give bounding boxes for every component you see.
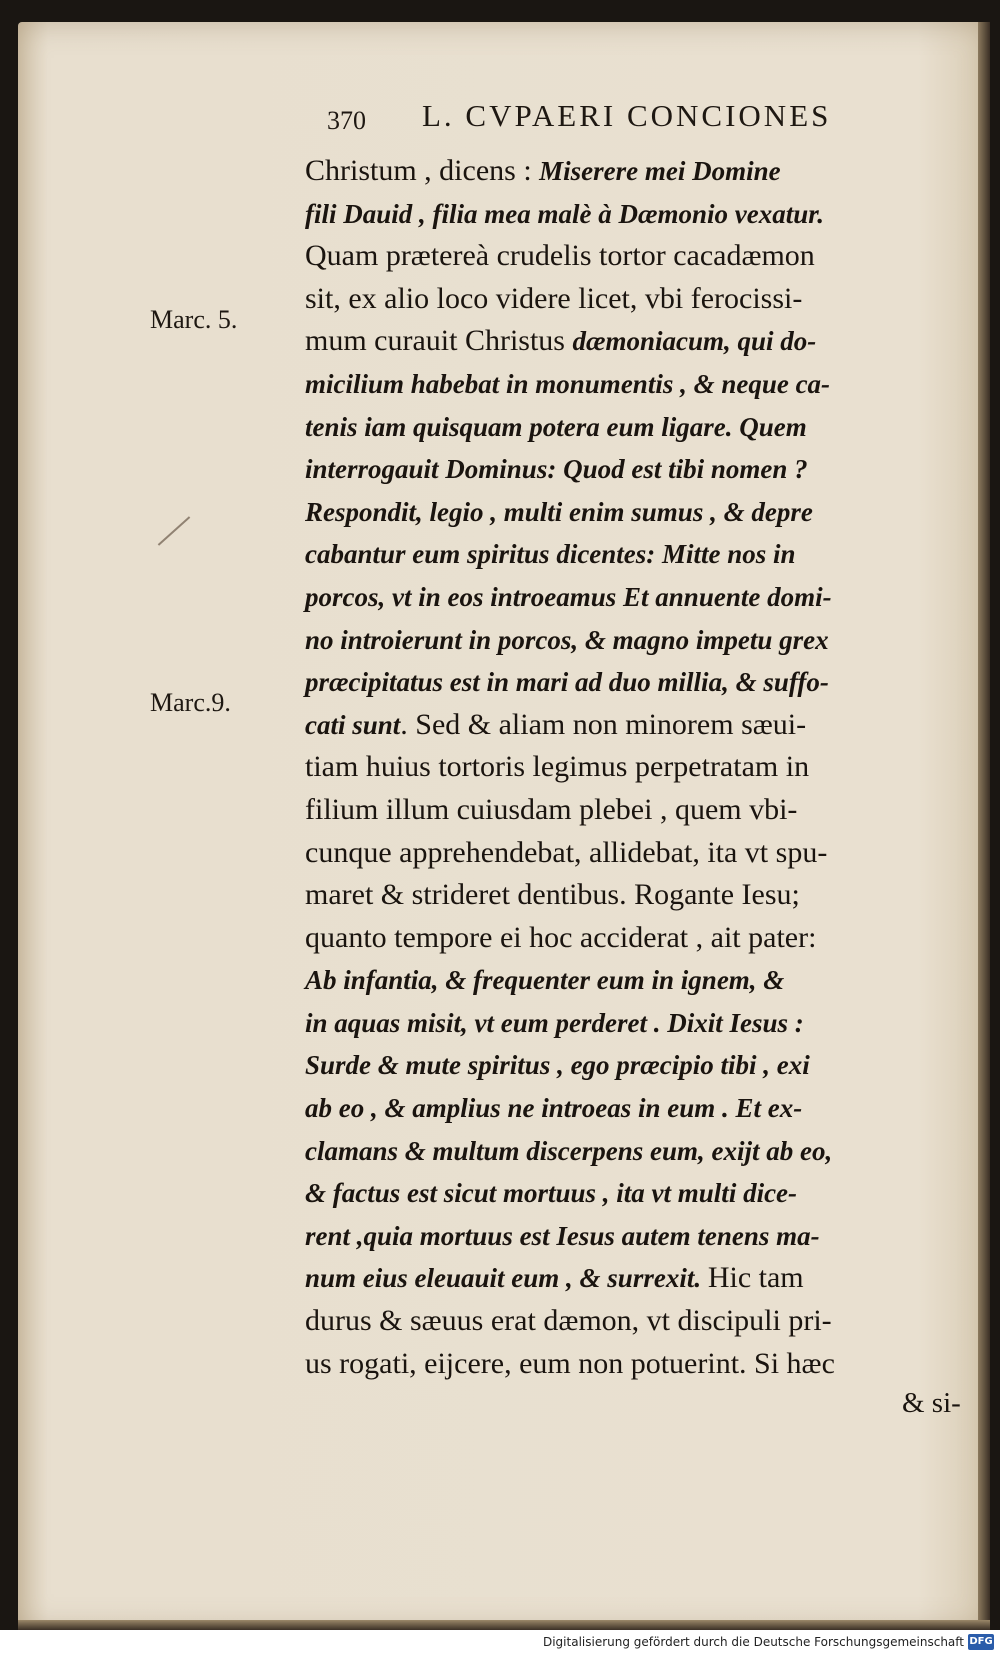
text-line: durus & sæuus erat dæmon, vt discipuli pri- (305, 1304, 832, 1338)
text-line: cunque apprehendebat, allidebat, ita vt spu- (305, 835, 828, 869)
catchword: & si- (902, 1387, 961, 1419)
text-line: Quam prætereà crudelis tortor cacadæmon (305, 239, 815, 273)
page-edge-bottom (18, 1620, 990, 1630)
italic-text-run: dæmoniacum, qui do- (572, 326, 817, 357)
italic-text-run: cati sunt (305, 709, 401, 740)
text-line: Surde & mute spiritus , ego præcipio tibi , exi (305, 1050, 810, 1081)
dfg-logo: DFG (968, 1634, 994, 1650)
margin-note-marc-5: Marc. 5. (150, 305, 238, 334)
page-header (327, 98, 947, 138)
text-line (305, 704, 973, 747)
text-line: no introierunt in porcos, & magno impetu grex (305, 624, 829, 655)
text-line: clamans & multum discerpens eum, exijt ab eo, (305, 1135, 833, 1166)
footer-credit: Digitalisierung gefördert durch die Deutsche Forschungsgemeinschaft (542, 1635, 964, 1649)
digitization-footer (0, 1630, 1000, 1656)
text-line: tenis iam quisquam potera eum ligare. Quem (305, 411, 807, 442)
text-line: præcipitatus est in mari ad duo millia, & suffo- (305, 667, 829, 698)
roman-text-run: Hic tam (707, 1261, 804, 1295)
text-line: cabantur eum spiritus dicentes: Mitte nos in (305, 539, 796, 570)
text-line: filium illum cuiusdam plebei , quem vbi- (305, 792, 798, 826)
italic-text-run: num eius eleuauit eum , & surrexit. (305, 1263, 708, 1294)
text-line: maret & strideret dentibus. Rogante Iesu; (305, 878, 800, 912)
margin-note-marc-9: Marc.9. (150, 688, 231, 717)
text-line: tiam huius tortoris legimus perpetratam in (305, 750, 810, 784)
roman-text-run: Christum , dicens : (305, 154, 540, 187)
text-line: Respondit, legio , multi enim sumus , & depre (305, 496, 813, 527)
roman-text-run: mum curauit Christus (305, 324, 573, 358)
text-line: micilium habebat in monumentis , & neque ca- (305, 368, 831, 399)
text-line: quanto tempore ei hoc acciderat , ait pater: (305, 920, 817, 954)
text-line: sit, ex alio loco videre licet, vbi ferocissi- (305, 281, 803, 315)
text-line (305, 320, 973, 363)
italic-text-run: Miserere mei Domine (539, 156, 781, 186)
text-line: in aquas misit, vt eum perderet . Dixit Iesus : (305, 1007, 804, 1038)
body-text (305, 150, 973, 1385)
text-line: Ab infantia, & frequenter eum in ignem, & (305, 965, 785, 996)
text-line: ab eo , & amplius ne introeas in eum . Et ex- (305, 1093, 803, 1124)
running-title: L. CVPAERI CONCIONES (422, 98, 832, 133)
roman-text-run: . Sed & aliam non minorem sæui- (400, 707, 807, 741)
text-line: & factus est sicut mortuus , ita vt multi dice- (305, 1178, 798, 1209)
text-line (305, 150, 973, 193)
text-line: fili Dauid , filia mea malè à Dæmonio vexatur. (305, 198, 824, 229)
text-line (305, 1257, 973, 1300)
text-line: rent ,quia mortuus est Iesus autem tenens ma- (305, 1220, 820, 1251)
text-line: porcos, vt in eos introeamus Et annuente domi- (305, 581, 832, 612)
page-edge-right (978, 22, 990, 1630)
text-line: us rogati, eijcere, eum non potuerint. Si hæc (305, 1346, 835, 1380)
text-line: interrogauit Dominus: Quod est tibi nomen ? (305, 454, 808, 485)
page-number: 370 (327, 106, 366, 135)
